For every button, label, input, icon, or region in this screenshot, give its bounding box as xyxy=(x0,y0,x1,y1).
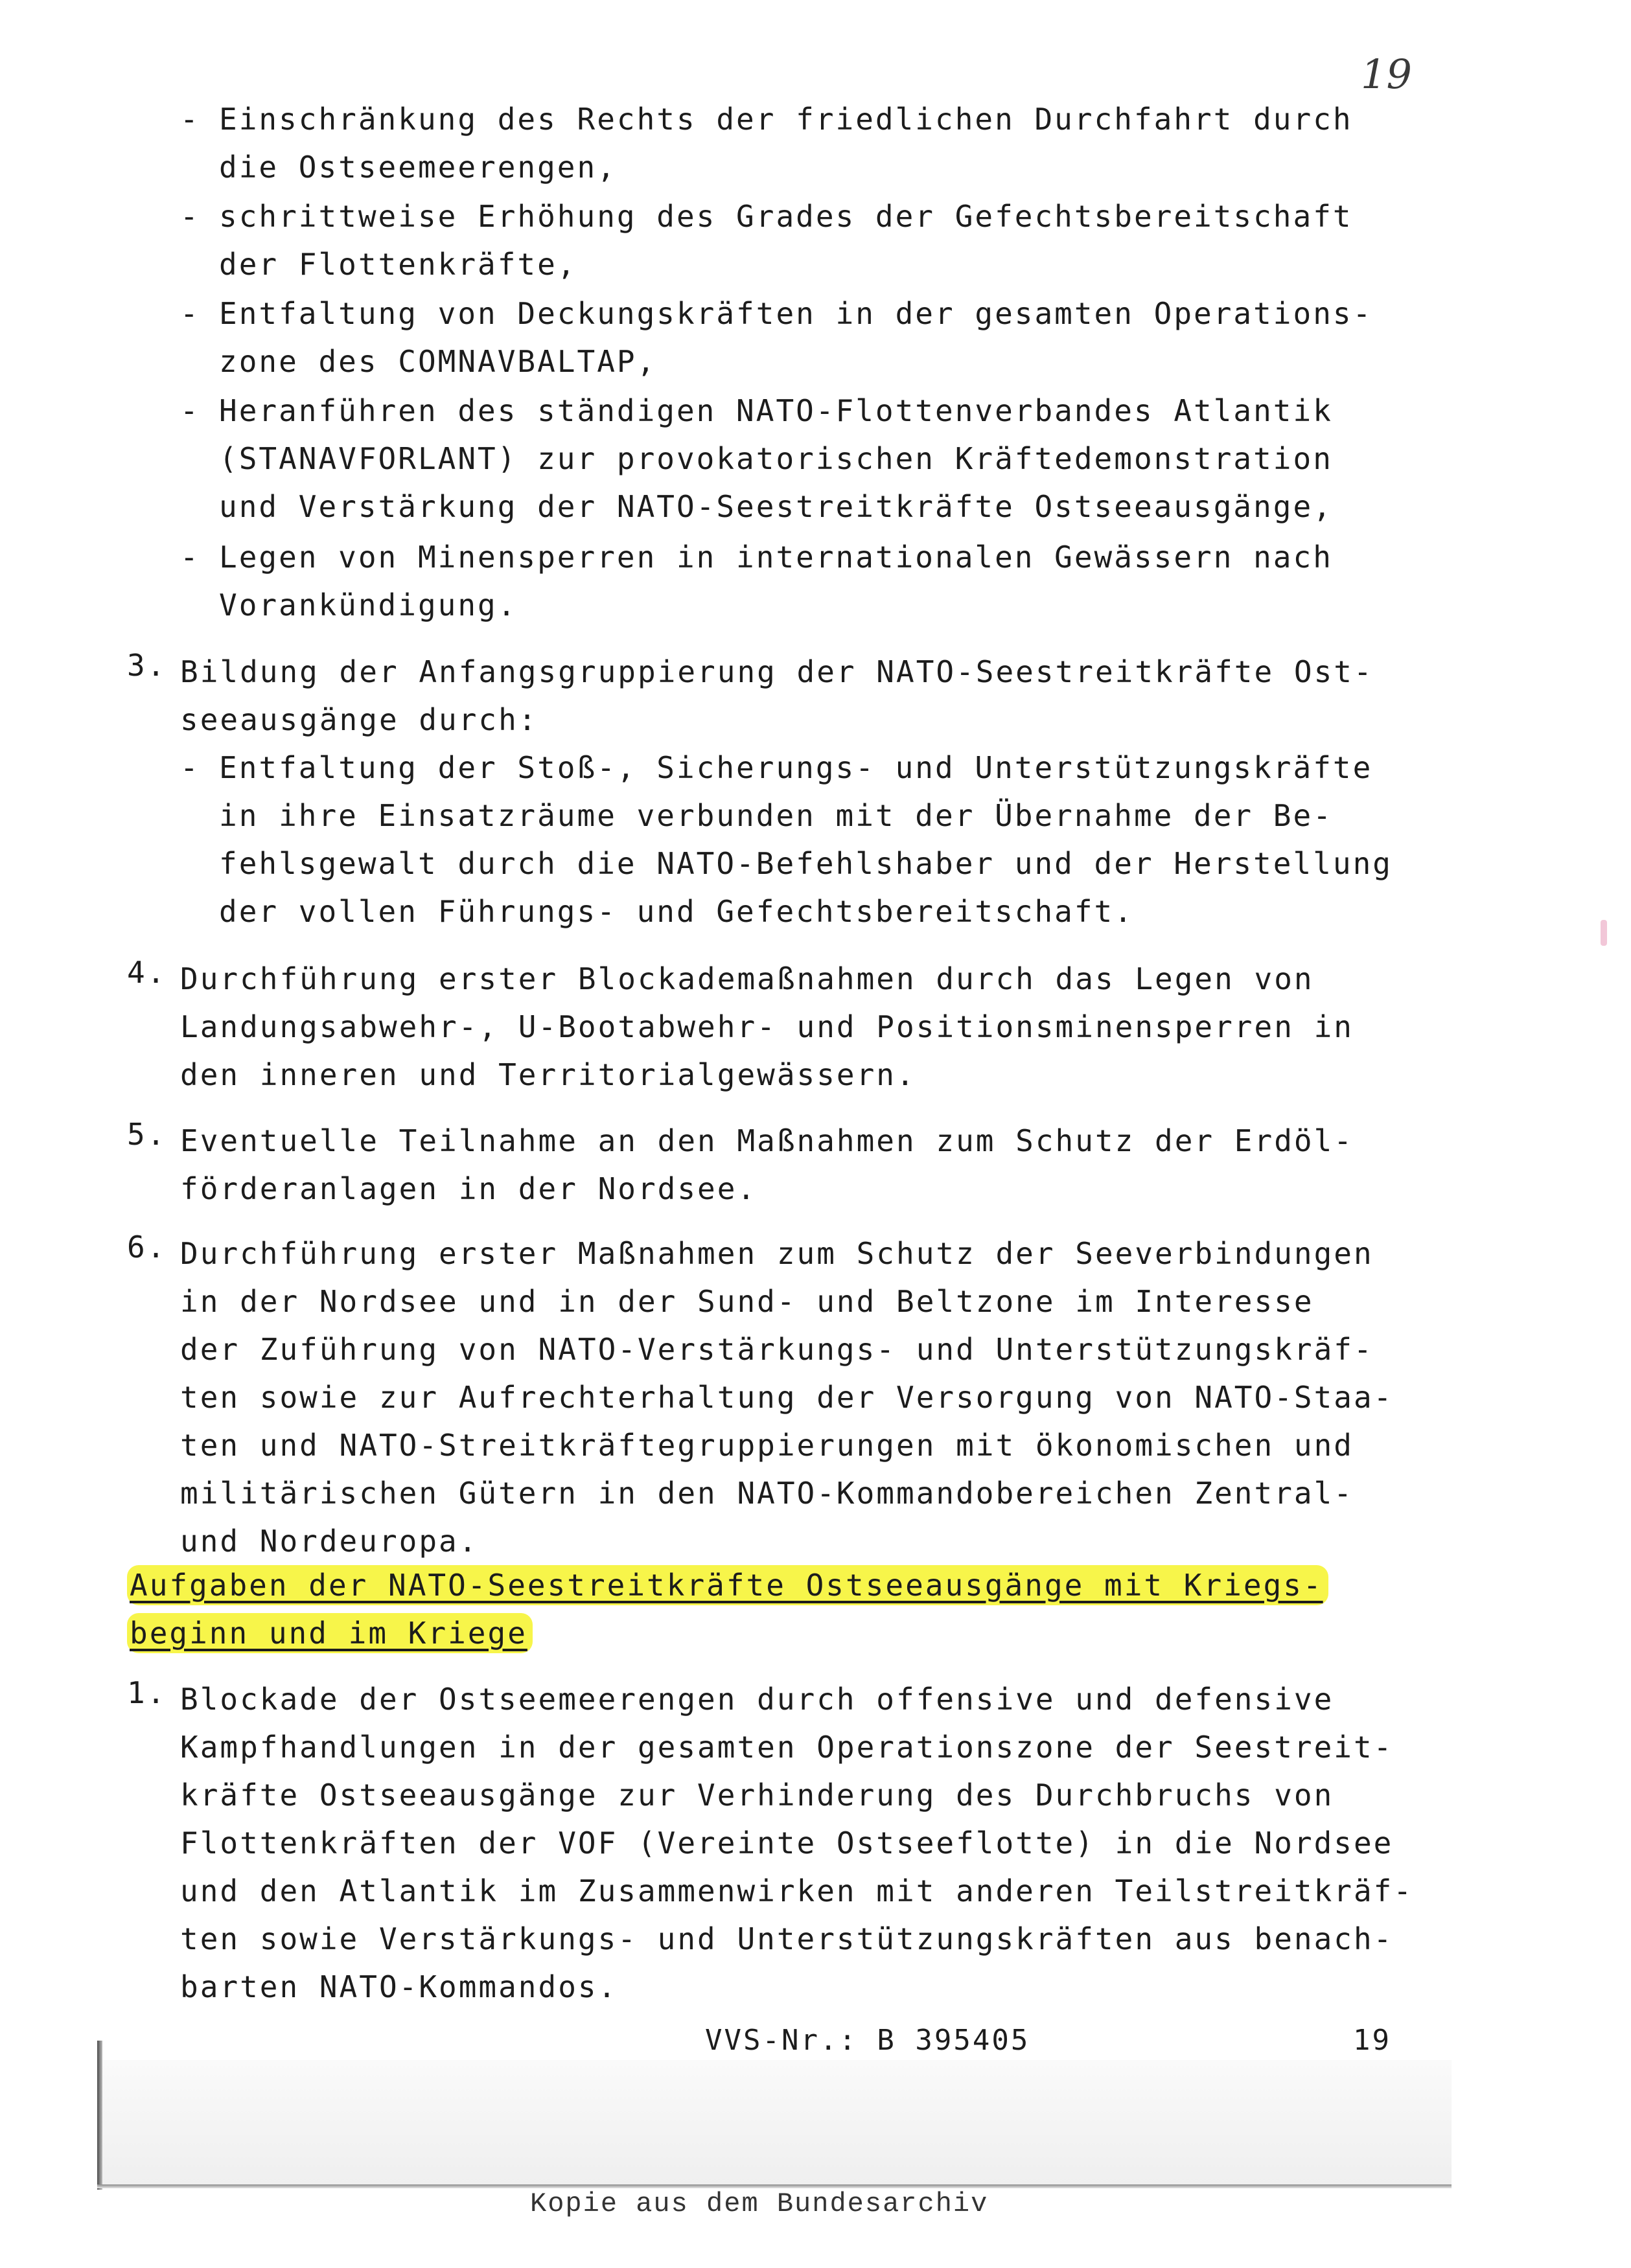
numbered-item-6 xyxy=(127,1230,1393,1565)
item-line: seeausgänge durch: xyxy=(180,702,538,737)
numbered-item-3 xyxy=(127,648,1374,744)
bullet-line: und Verstärkung der NATO-Seestreitkräfte Ostseeausgänge, xyxy=(219,489,1333,524)
bullet-line: die Ostseemeerengen, xyxy=(219,150,617,185)
page-number: 19 xyxy=(1353,2024,1391,2057)
item-line: militärischen Gütern in den NATO-Kommandobereichen Zentral- xyxy=(180,1476,1354,1511)
list-item xyxy=(180,533,1333,629)
bullet-line: schrittweise Erhöhung des Grades der Gefechtsbereitschaft xyxy=(219,199,1353,234)
item-number: 3. xyxy=(127,648,167,683)
archive-note: Kopie aus dem Bundesarchiv xyxy=(530,2188,989,2219)
item-line: den inneren und Territorialgewässern. xyxy=(180,1057,916,1092)
wartime-item-1 xyxy=(127,1675,1413,2011)
item-line: Eventuelle Teilnahme an den Maßnahmen zum Schutz der Erdöl- xyxy=(180,1123,1354,1158)
item-line: Kampfhandlungen in der gesamten Operationszone der Seestreit- xyxy=(180,1730,1394,1765)
bullet-line: Einschränkung des Rechts der friedlichen Durchfahrt durch xyxy=(219,102,1353,137)
classification-reference: VVS-Nr.: B 395405 xyxy=(705,2024,1030,2057)
bullet-line: Heranführen des ständigen NATO-Flottenverbandes Atlantik xyxy=(219,393,1333,428)
section-heading xyxy=(127,1561,1328,1657)
item-line: in der Nordsee und in der Sund- und Beltzone im Interesse xyxy=(180,1284,1314,1319)
numbered-item-4 xyxy=(127,955,1354,1099)
bullet-line: Entfaltung der Stoß-, Sicherungs- und Unterstützungskräfte xyxy=(219,750,1373,785)
item-number: 1. xyxy=(127,1675,167,1710)
bullet-dash: - xyxy=(180,393,200,428)
bullet-line: zone des COMNAVBALTAP, xyxy=(219,344,657,379)
bullet-line: Legen von Minensperren in internationalen Gewässern nach xyxy=(219,540,1333,575)
item-line: barten NATO-Kommandos. xyxy=(180,1969,618,2004)
item-line: ten sowie Verstärkungs- und Unterstützungskräften aus benach- xyxy=(180,1921,1394,1956)
bullet-line: fehlsgewalt durch die NATO-Befehlshaber und der Herstellung xyxy=(219,846,1393,881)
item-line: ten und NATO-Streitkräftegruppierungen mit ökonomischen und xyxy=(180,1428,1354,1463)
item-3-sub-bullet xyxy=(180,744,1393,935)
bullet-dash: - xyxy=(180,750,200,785)
bullet-line: Vorankündigung. xyxy=(219,588,518,623)
heading-line: Aufgaben der NATO-Seestreitkräfte Ostseeausgänge mit Kriegs- xyxy=(127,1565,1328,1605)
handwritten-page-mark: 19 xyxy=(1361,51,1412,98)
item-number: 4. xyxy=(127,955,167,990)
item-line: der Zuführung von NATO-Verstärkungs- und Unterstützungskräf- xyxy=(180,1332,1374,1367)
bullet-line: der vollen Führungs- und Gefechtsbereitschaft. xyxy=(219,894,1134,929)
list-item xyxy=(180,95,1353,191)
scan-sheet-edge-left xyxy=(97,2041,102,2190)
scan-artifact-mark xyxy=(1601,920,1607,946)
bullet-dash: - xyxy=(180,296,200,331)
bullet-line: der Flottenkräfte, xyxy=(219,247,577,282)
item-line: Flottenkräften der VOF (Vereinte Ostseeflotte) in die Nordsee xyxy=(180,1826,1394,1861)
item-line: kräfte Ostseeausgänge zur Verhinderung des Durchbruchs von xyxy=(180,1778,1334,1813)
list-item xyxy=(180,387,1333,531)
item-line: und Nordeuropa. xyxy=(180,1524,479,1559)
bullet-dash: - xyxy=(180,199,200,234)
item-number: 5. xyxy=(127,1117,167,1152)
scan-sheet-shade xyxy=(102,2060,1452,2184)
item-line: ten sowie zur Aufrechterhaltung der Versorgung von NATO-Staa- xyxy=(180,1380,1394,1415)
item-line: Durchführung erster Maßnahmen zum Schutz der Seeverbindungen xyxy=(180,1236,1374,1271)
item-line: Landungsabwehr-, U-Bootabwehr- und Positionsminensperren in xyxy=(180,1009,1354,1044)
list-item xyxy=(180,290,1372,385)
bullet-line: (STANAVFORLANT) zur provokatorischen Kräftedemonstration xyxy=(219,441,1333,476)
item-line: und den Atlantik im Zusammenwirken mit anderen Teilstreitkräf- xyxy=(180,1873,1414,1908)
bullet-line: Entfaltung von Deckungskräften in der gesamten Operations- xyxy=(219,296,1373,331)
bullet-dash: - xyxy=(180,102,200,137)
item-line: Bildung der Anfangsgruppierung der NATO-Seestreitkräfte Ost- xyxy=(180,654,1374,689)
numbered-item-5 xyxy=(127,1117,1354,1213)
list-item xyxy=(180,192,1353,288)
item-line: Blockade der Ostseemeerengen durch offensive und defensive xyxy=(180,1682,1334,1717)
heading-line: beginn und im Kriege xyxy=(127,1613,533,1653)
item-line: Durchführung erster Blockademaßnahmen durch das Legen von xyxy=(180,961,1314,996)
item-line: förderanlagen in der Nordsee. xyxy=(180,1171,758,1206)
bullet-line: in ihre Einsatzräume verbunden mit der Übernahme der Be- xyxy=(219,798,1333,833)
bullet-dash: - xyxy=(180,540,200,575)
item-number: 6. xyxy=(127,1230,167,1265)
